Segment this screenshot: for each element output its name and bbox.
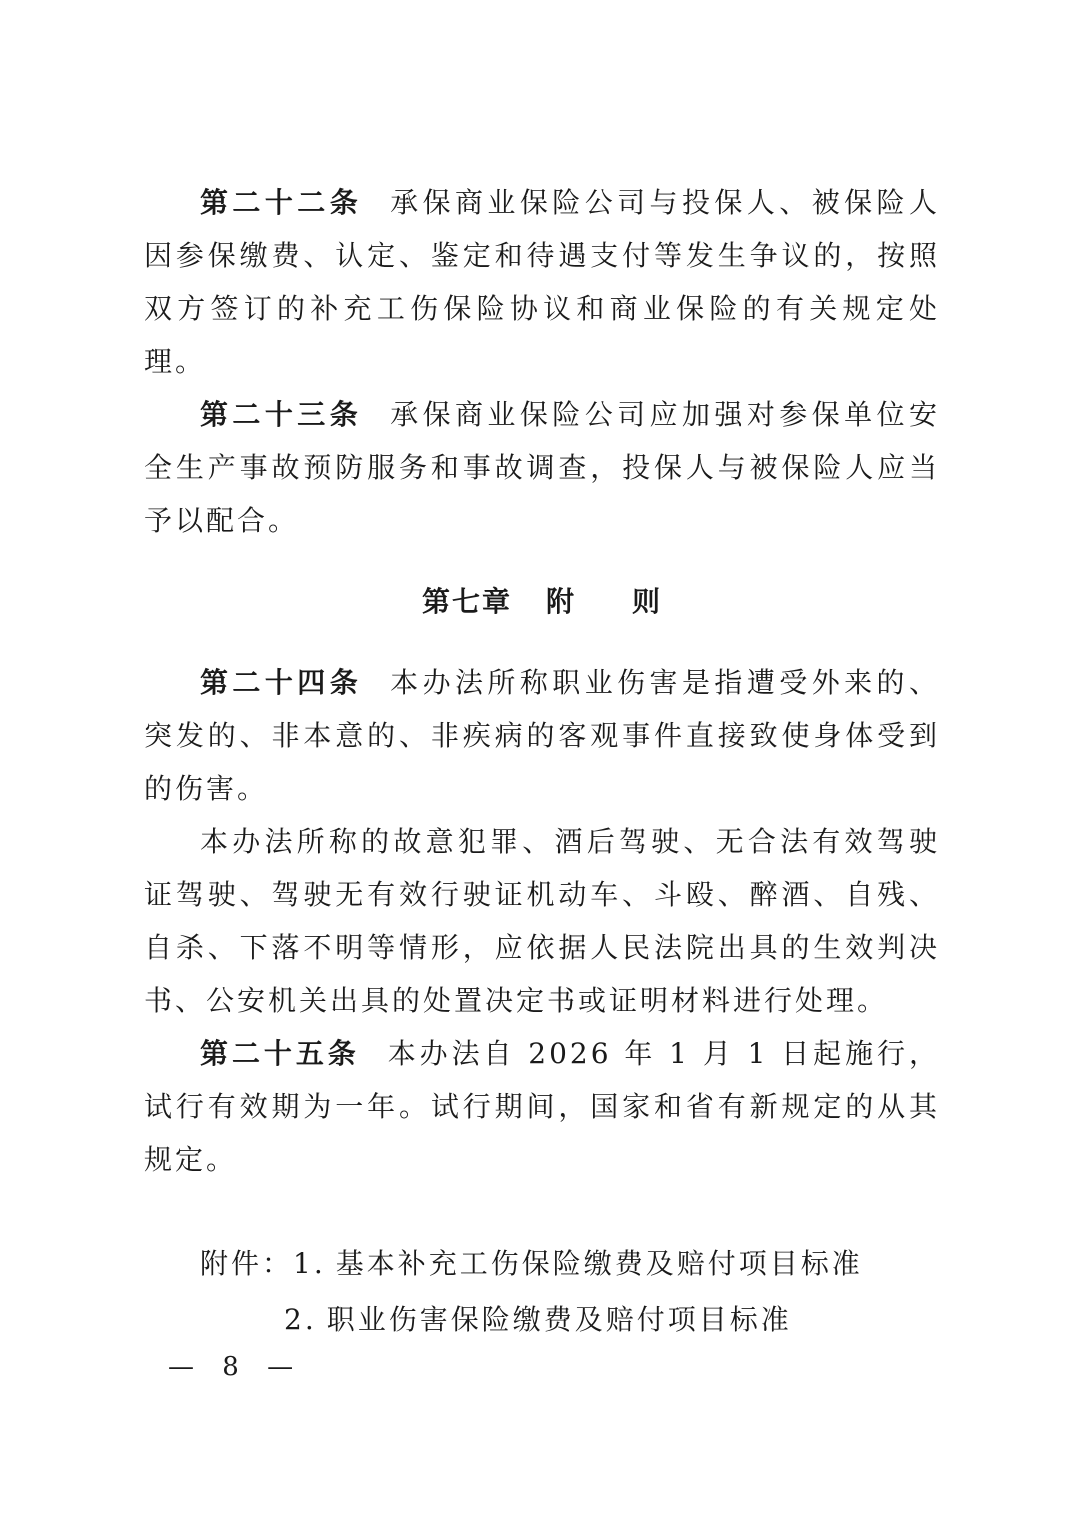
chapter-number: 第七章 xyxy=(421,585,512,618)
attachment-title: 基本补充工伤保险缴费及赔付项目标准 xyxy=(335,1247,863,1280)
article-title: 第二十四条 xyxy=(200,666,363,699)
attachments-label: 附件： xyxy=(200,1247,294,1280)
article-text: 本办法所称职业伤害是指遭受外来的、突发的、非本意的、非疾病的客观事件直接致使身体受到的伤害。 xyxy=(144,666,940,805)
article-title: 第二十二条 xyxy=(200,186,363,219)
attachment-title: 职业伤害保险缴费及赔付项目标准 xyxy=(326,1303,792,1336)
article-25 xyxy=(144,1027,940,1186)
article-23 xyxy=(144,388,940,547)
article-24 xyxy=(144,656,940,815)
chapter-heading xyxy=(144,575,940,628)
attachment-item xyxy=(144,1236,940,1292)
article-text: 本办法所称的故意犯罪、酒后驾驶、无合法有效驾驶证驾驶、驾驶无有效行驶证机动车、斗殴、醉酒、自残、自杀、下落不明等情形，应依据人民法院出具的生效判决书、公安机关出具的处置决定书或证明材料进行处理。 xyxy=(144,825,940,1017)
chapter-name-part2: 则 xyxy=(632,585,663,618)
attachment-number: 2. xyxy=(284,1303,317,1336)
article-text: 承保商业保险公司应加强对参保单位安全生产事故预防服务和事故调查，投保人与被保险人应当予以配合。 xyxy=(144,398,940,537)
attachment-number: 1. xyxy=(293,1247,326,1280)
document-body xyxy=(144,176,940,1348)
article-title: 第二十五条 xyxy=(200,1037,360,1070)
article-title: 第二十三条 xyxy=(200,398,363,431)
attachments-list xyxy=(144,1236,940,1348)
article-text: 本办法自 2026 年 1 月 1 日起施行，试行有效期为一年。试行期间，国家和省有新规定的从其规定。 xyxy=(144,1037,940,1176)
article-text: 承保商业保险公司与投保人、被保险人因参保缴费、认定、鉴定和待遇支付等发生争议的，按照双方签订的补充工伤保险协议和商业保险的有关规定处理。 xyxy=(144,186,940,378)
chapter-name-part1: 附 xyxy=(545,585,576,618)
article-24-paragraph-2 xyxy=(144,815,940,1027)
attachment-item xyxy=(144,1292,940,1348)
article-22 xyxy=(144,176,940,388)
page-number: — 8 — xyxy=(168,1352,304,1382)
